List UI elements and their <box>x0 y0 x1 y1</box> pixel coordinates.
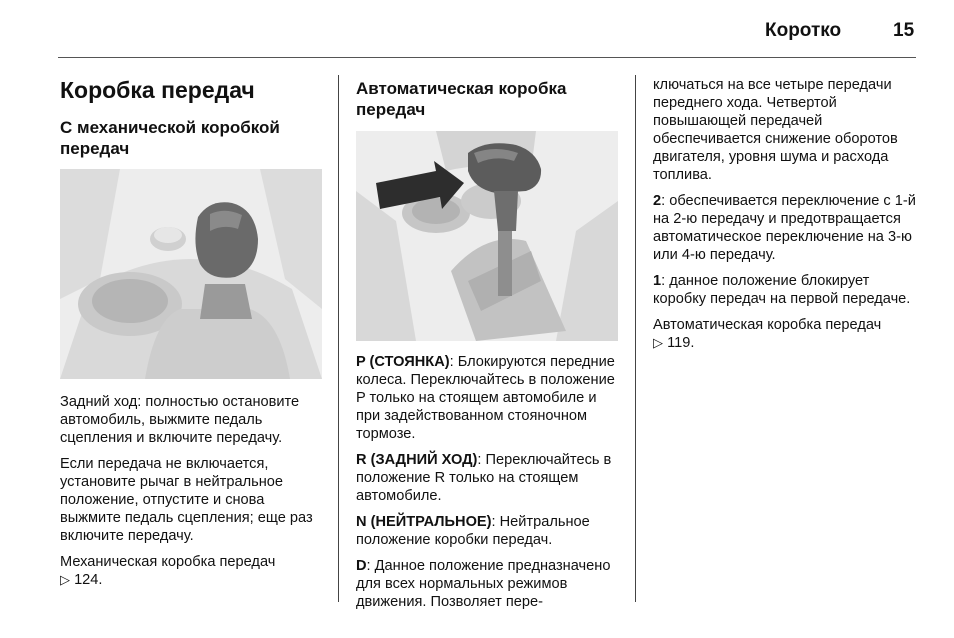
position-n-text: : Нейтральное положение коробки передач. <box>356 513 590 548</box>
position-p-paragraph <box>356 353 621 443</box>
manual-reference-page[interactable]: 124. <box>74 572 103 589</box>
position-p-label: P (СТОЯНКА) <box>356 353 450 370</box>
header-divider <box>58 57 916 58</box>
position-r-label: R (ЗАДНИЙ ХОД) <box>356 451 478 468</box>
position-r-paragraph <box>356 451 621 505</box>
automatic-reference-text: Автоматическая коробка передач <box>653 317 882 333</box>
continued-paragraph: ключаться на все четыре передачи переднего хода. Четвертой повышающей передачей обеспечивается снижение оборотов двигателя, уровня шума и расхода топлива. <box>653 77 898 183</box>
page-number: 15 <box>893 20 915 41</box>
position-1-text: : данное положение блокирует коробку передач на первой передаче. <box>653 273 911 307</box>
column-continued <box>653 76 918 360</box>
column-divider-1 <box>338 75 339 602</box>
automatic-shifter-illustration <box>356 131 618 341</box>
position-1-paragraph <box>653 272 918 308</box>
page-ref-icon: ▷ <box>60 572 70 588</box>
automatic-reference <box>653 316 918 352</box>
position-p-text: : Блокируются передние колеса. Переключайтесь в положение P только на стоящем автомобиле и при задействованном стояночном тормозе. <box>356 353 615 442</box>
position-2-text: : обеспечивается переключение с 1-й на 2-ю передачу и предотвращается автоматическое переключение на 3-ю или 4-ю передачу. <box>653 193 916 263</box>
column-divider-2 <box>635 75 636 602</box>
automatic-body <box>356 353 621 611</box>
manual-gearbox-heading: С механической коробкой передач <box>60 117 280 158</box>
reverse-paragraph: Задний ход: полностью остановите автомобиль, выжмите педаль сцепления и включите передачу. <box>60 394 300 447</box>
position-1-label: 1 <box>653 273 662 289</box>
column-automatic <box>356 72 621 619</box>
section-title: Коротко <box>765 20 842 41</box>
position-2-paragraph <box>653 192 918 264</box>
position-n-paragraph <box>356 513 621 549</box>
page-ref-icon: ▷ <box>653 335 663 350</box>
position-d-text: : Данное положение предназначено для всех нормальных режимов движения. Позволяет пере- <box>356 557 611 610</box>
position-n-label: N (НЕЙТРАЛЬНОЕ) <box>356 513 492 530</box>
position-2-label: 2 <box>653 193 662 209</box>
position-d-paragraph <box>356 557 621 611</box>
chapter-title: Коробка передач <box>60 77 255 103</box>
column-manual <box>60 72 326 597</box>
manual-body <box>60 393 326 589</box>
automatic-gearbox-heading: Автоматическая коробка передач <box>356 79 567 120</box>
manual-reference <box>60 553 326 589</box>
manual-reference-text: Механическая коробка передач <box>60 554 276 571</box>
manual-shifter-illustration <box>60 169 322 379</box>
position-d-label: D <box>356 557 367 574</box>
gear-not-engaged-paragraph: Если передача не включается, установите рычаг в нейтральное положение, отпустите и снова выжмите педаль сцепления; еще раз включите передачу. <box>60 456 313 545</box>
position-r-text: : Переключайтесь в положение R только на стоящем автомобиле. <box>356 451 612 504</box>
automatic-reference-page[interactable]: 119. <box>667 335 695 351</box>
